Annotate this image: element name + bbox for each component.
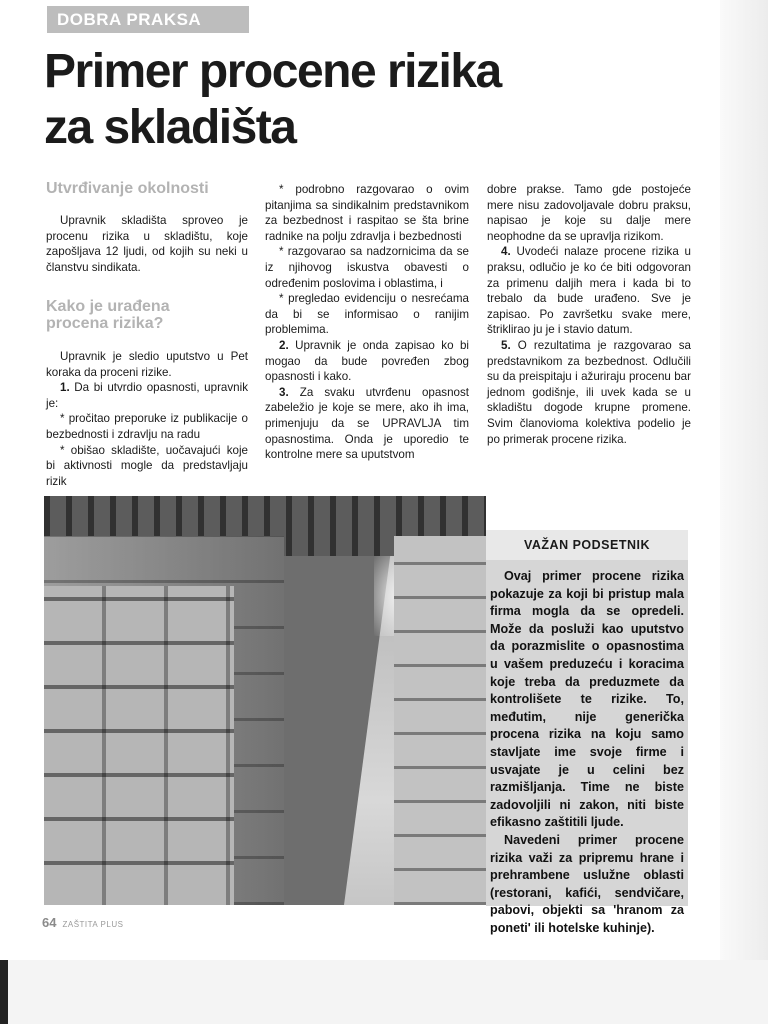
bullet-item: * pročitao preporuke iz publikacije o bezbednosti i zdravlju na radu [46, 412, 248, 441]
column-2 [265, 182, 469, 463]
title-line-1: Primer procene rizika [44, 45, 501, 98]
bullet-item: * podrobno razgovarao o ovim pitanjima sa sindikalnim predstavnikom za bezbednost i raspitao se šta brine radnike na polju zdravlja i bezbednosti [265, 183, 469, 243]
step-number: 2. [279, 338, 289, 352]
scan-edge-tab [0, 960, 8, 1024]
paragraph: 1. Da bi utvrdio opasnosti, upravnik je: [46, 381, 248, 410]
paragraph: 2. Upravnik je onda zapisao ko bi mogao da bude povređen zbog opasnosti i kako. [265, 338, 469, 384]
photo-boxes [44, 586, 234, 905]
column-1-top [46, 213, 248, 275]
bullet-item: * obišao skladište, uočavajući koje bi aktivnosti mogle da predstavljaju rizik [46, 443, 248, 488]
page-footer [42, 915, 123, 930]
section-tag: DOBRA PRAKSA [47, 6, 249, 33]
paragraph: Upravnik je sledio uputstvo u Pet koraka da proceni rizike. [46, 350, 248, 379]
column-1-bottom [46, 349, 248, 489]
sidebar-body [490, 568, 684, 937]
paragraph: 4. Uvodeći nalaze procene rizika u praksu, odlučio je ko će biti odgovoran za primenu daljih mera i kada bi to trebalo da bude urađeno. Sve je zapisao. Po završetku svake mere, štriklirao ju je i stavio datum. [487, 245, 691, 337]
bullet-item: * razgovarao sa nadzornicima da se iz njihovog iskustva obavesti o određenim poslovima i oblastima, i [265, 245, 469, 290]
step-number: 3. [279, 385, 289, 399]
article-title [44, 44, 501, 156]
paragraph: 3. Za svaku utvrđenu opasnost zabeležio je koje se mere, ako ih ima, primenjuju da se UPRAVLJA tim opasnostima. Onda je uporedio te kontrolne mere sa uputstvom [265, 385, 469, 462]
scan-bottom-band [0, 960, 768, 1024]
magazine-name: ZAŠTITA PLUS [62, 920, 124, 929]
subheading-circumstances: Utvrđivanje okolnosti [46, 180, 209, 197]
sidebar-title: VAŽAN PODSETNIK [486, 530, 688, 560]
sidebar-paragraph: Navedeni primer procene rizika važi za pripremu hrane i prehrambene uslužne oblasti (restorani, kafići, sendvičare, pabovi, objekti sa 'hranom za poneti' ili hotelske kuhinje). [490, 832, 684, 935]
page-number: 64 [42, 915, 57, 930]
warehouse-photo [44, 496, 486, 905]
photo-right-shelving [394, 536, 486, 905]
step-number: 4. [501, 245, 511, 259]
step-number: 1. [60, 381, 70, 395]
subheading-how-done: Kako je urađena procena rizika? [46, 298, 170, 332]
paragraph: 5. O rezultatima je razgovarao sa predstavnikom za bezbednost. Odlučili su da preispitaju i ažuriraju procenu bar jednom godišnje, ili uvek kada se u skladištu dogode krupne promene. Svim članovioma kolektiva podelio je po primerak procene rizika. [487, 338, 691, 446]
title-line-2: za skladišta [44, 101, 296, 154]
sidebar-paragraph: Ovaj primer procene rizika pokazuje za koji bi pristup mala firma mogla da se opredeli. Može da posluži kao uputstvo da porazmislite o opasnostima u vašem preduzeću i koracima koje treba da preduzmete da kontrolišete te rizike. To, međutim, nije generička procena rizika na koju samo stavljate ime svoje firme i usvajate je u celini bez razmišljanja. Time ne biste zadovoljili ni zakon, niti biste efikasno zaštitili ljude. [490, 569, 684, 830]
page-edge-shadow [720, 0, 768, 960]
step-number: 5. [501, 338, 511, 352]
paragraph: dobre prakse. Tamo gde postojeće mere nisu zadovoljavale dobru praksu, napisao je koje su dalje mere neophodne da se upravlja rizikom. [487, 183, 691, 243]
column-3 [487, 182, 691, 447]
bullet-item: * pregledao evidenciju o nesrećama da bi se informisao o ranijim problemima. [265, 292, 469, 337]
paragraph: Upravnik skladišta sproveo je procenu rizika u skladištu, koje zapošljava 12 ljudi, od kojih su neki u članstvu sindikata. [46, 214, 248, 274]
